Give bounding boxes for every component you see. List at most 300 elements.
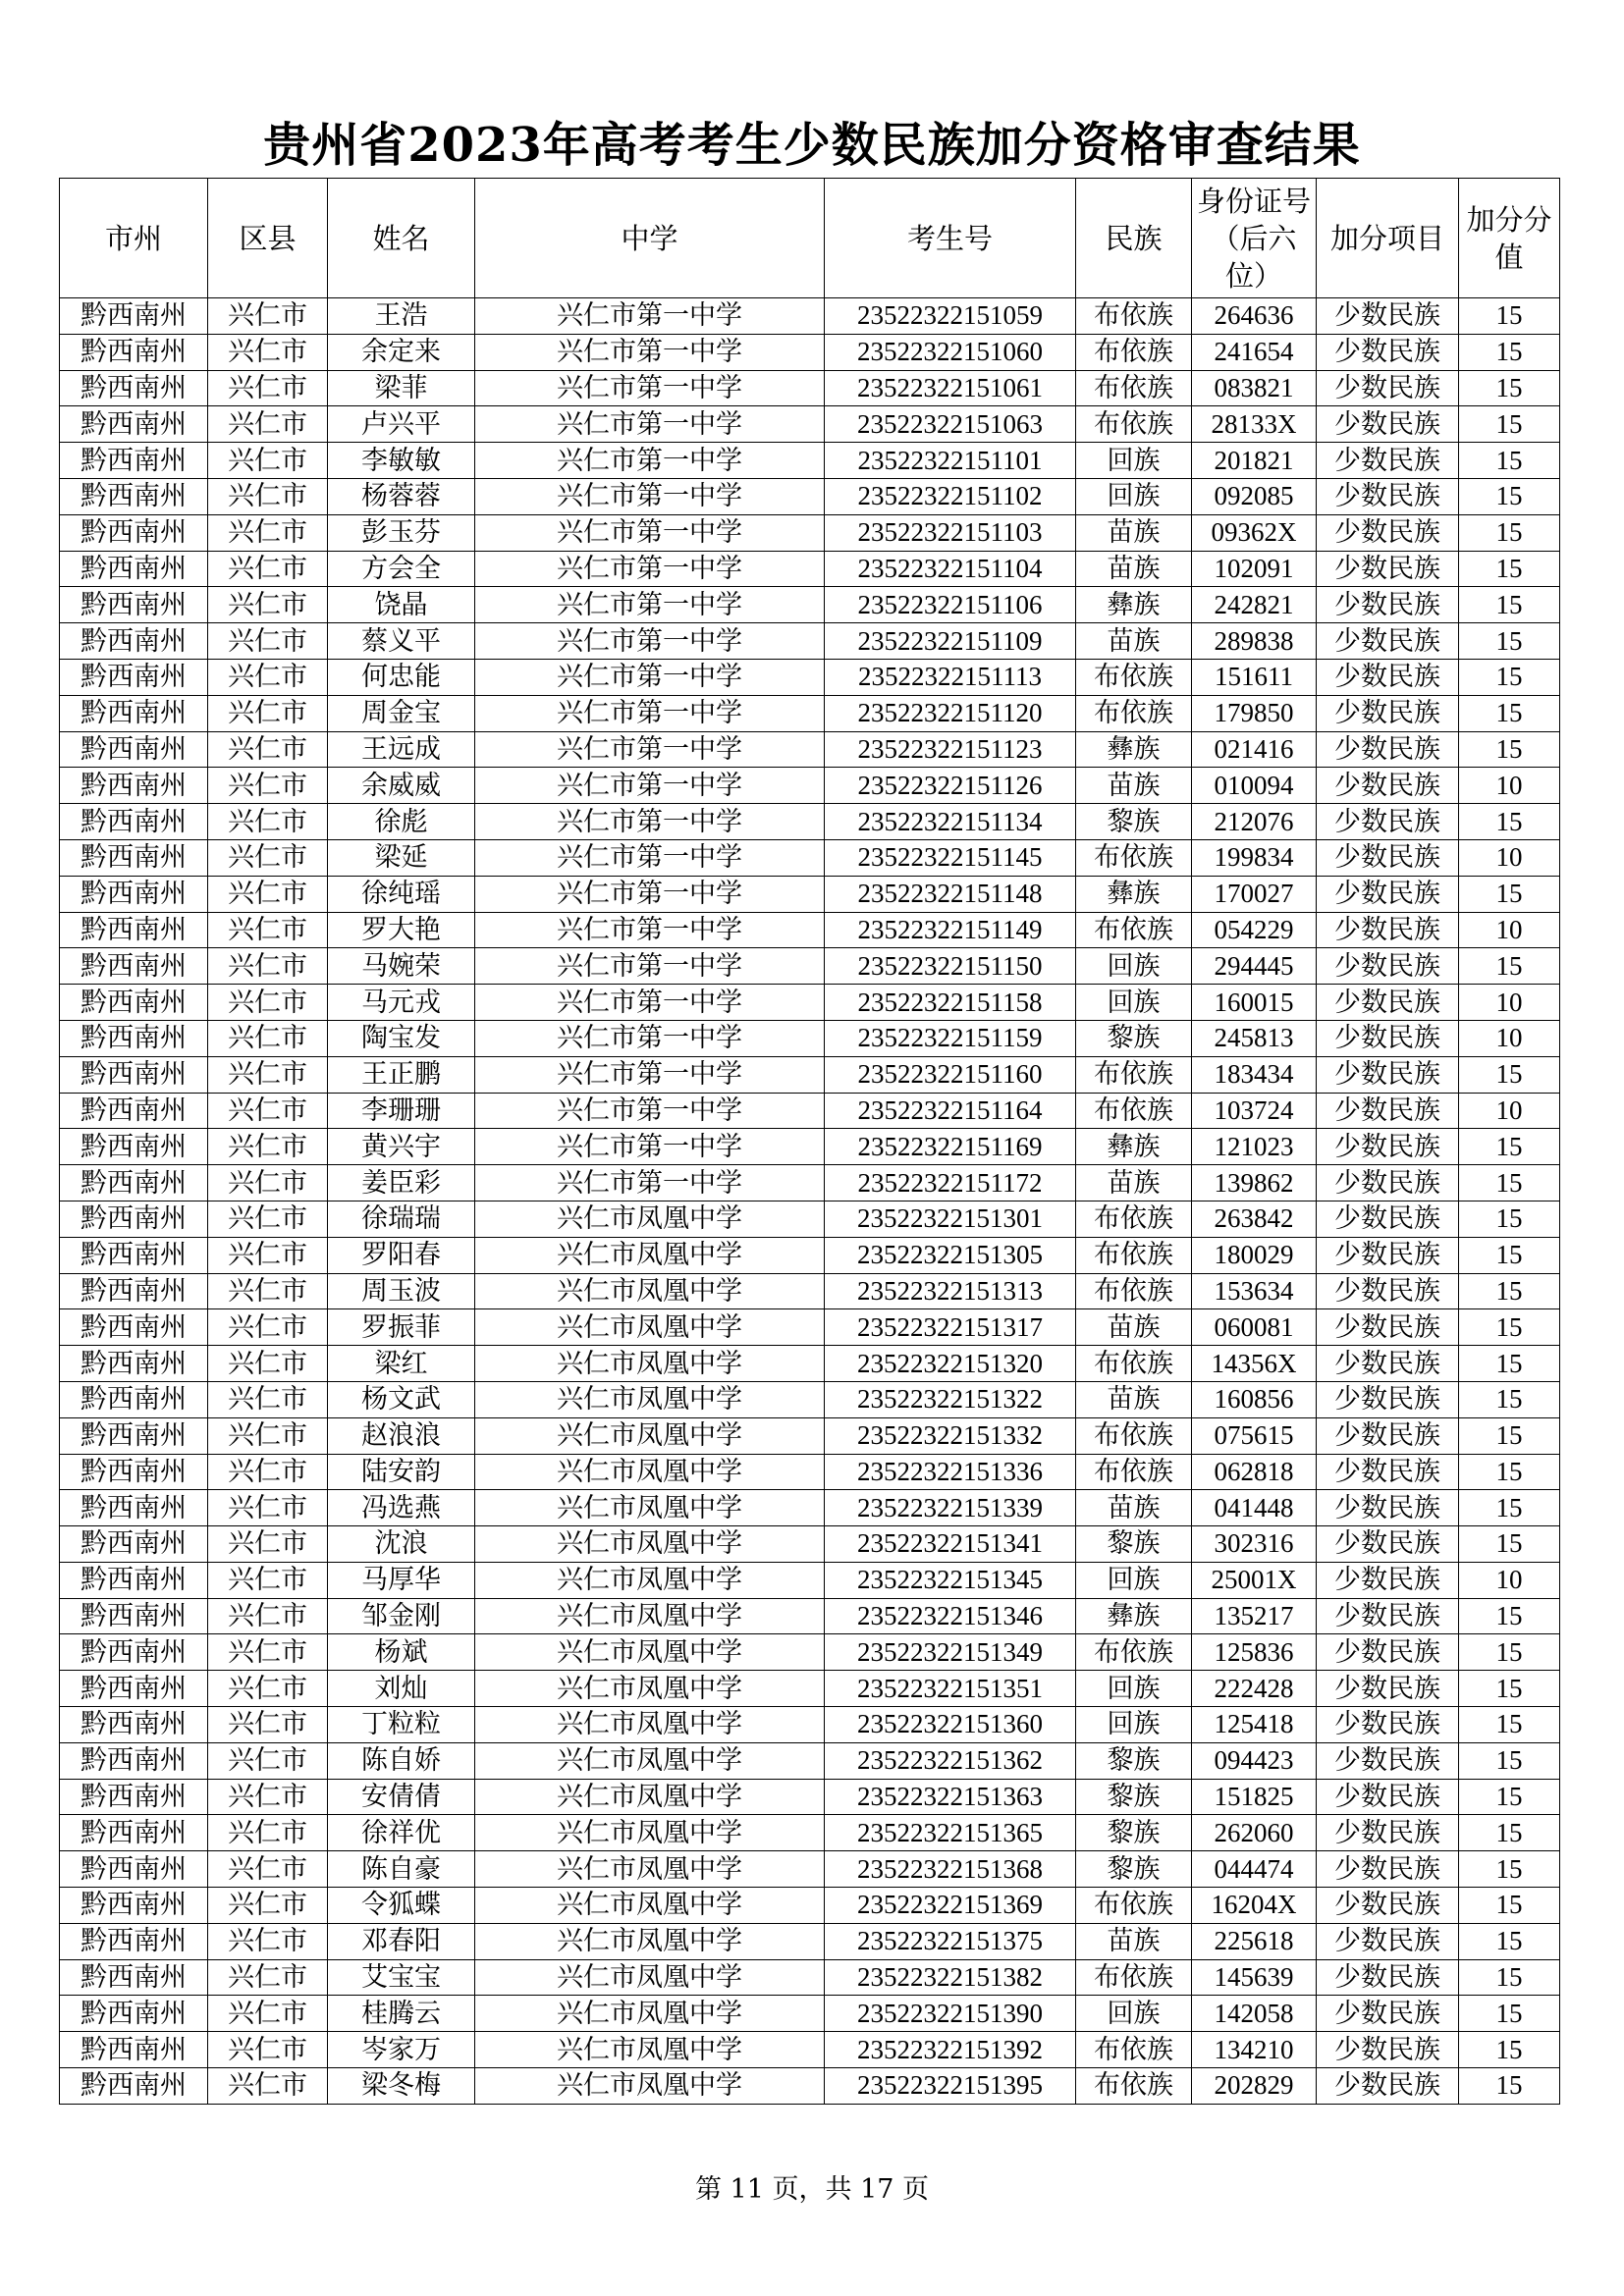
cell-city: 黔西南州 bbox=[60, 2068, 208, 2105]
cell-city: 黔西南州 bbox=[60, 1526, 208, 1563]
cell-bonus-points: 15 bbox=[1459, 1056, 1560, 1093]
cell-id-last-six: 153634 bbox=[1192, 1273, 1317, 1309]
cell-id-last-six: 021416 bbox=[1192, 731, 1317, 768]
cell-county: 兴仁市 bbox=[208, 443, 328, 479]
cell-county: 兴仁市 bbox=[208, 551, 328, 587]
cell-ethnicity: 苗族 bbox=[1076, 1309, 1192, 1346]
cell-name: 马厚华 bbox=[328, 1562, 475, 1598]
cell-ethnicity: 黎族 bbox=[1076, 1742, 1192, 1779]
cell-city: 黔西南州 bbox=[60, 1273, 208, 1309]
cell-bonus-points: 15 bbox=[1459, 804, 1560, 840]
cell-ethnicity: 布依族 bbox=[1076, 1201, 1192, 1237]
cell-bonus-points: 15 bbox=[1459, 1742, 1560, 1779]
cell-exam-number: 23522322151159 bbox=[825, 1020, 1076, 1056]
table-row bbox=[60, 804, 1560, 840]
cell-id-last-six: 294445 bbox=[1192, 948, 1317, 985]
cell-exam-number: 23522322151059 bbox=[825, 298, 1076, 335]
cell-school: 兴仁市第一中学 bbox=[475, 623, 825, 660]
cell-bonus-points: 15 bbox=[1459, 551, 1560, 587]
cell-bonus-item: 少数民族 bbox=[1317, 1273, 1459, 1309]
cell-school: 兴仁市第一中学 bbox=[475, 406, 825, 443]
cell-school: 兴仁市第一中学 bbox=[475, 985, 825, 1021]
cell-bonus-item: 少数民族 bbox=[1317, 2032, 1459, 2068]
cell-ethnicity: 布依族 bbox=[1076, 1888, 1192, 1924]
cell-city: 黔西南州 bbox=[60, 1634, 208, 1671]
table-row bbox=[60, 1742, 1560, 1779]
table-row bbox=[60, 551, 1560, 587]
cell-county: 兴仁市 bbox=[208, 587, 328, 623]
table-row bbox=[60, 1454, 1560, 1490]
cell-bonus-points: 15 bbox=[1459, 1273, 1560, 1309]
table-row bbox=[60, 839, 1560, 876]
cell-bonus-item: 少数民族 bbox=[1317, 1815, 1459, 1851]
table-row bbox=[60, 731, 1560, 768]
cell-county: 兴仁市 bbox=[208, 1671, 328, 1707]
table-row bbox=[60, 1959, 1560, 1996]
cell-county: 兴仁市 bbox=[208, 334, 328, 370]
cell-bonus-points: 15 bbox=[1459, 1454, 1560, 1490]
table-row bbox=[60, 1851, 1560, 1888]
cell-county: 兴仁市 bbox=[208, 1237, 328, 1273]
cell-bonus-item: 少数民族 bbox=[1317, 1201, 1459, 1237]
cell-bonus-item: 少数民族 bbox=[1317, 1020, 1459, 1056]
cell-county: 兴仁市 bbox=[208, 298, 328, 335]
cell-ethnicity: 苗族 bbox=[1076, 551, 1192, 587]
cell-bonus-points: 15 bbox=[1459, 1923, 1560, 1959]
cell-ethnicity: 苗族 bbox=[1076, 768, 1192, 804]
cell-city: 黔西南州 bbox=[60, 804, 208, 840]
table-row bbox=[60, 1093, 1560, 1129]
cell-name: 陈自娇 bbox=[328, 1742, 475, 1779]
cell-county: 兴仁市 bbox=[208, 406, 328, 443]
cell-id-last-six: 094423 bbox=[1192, 1742, 1317, 1779]
cell-exam-number: 23522322151345 bbox=[825, 1562, 1076, 1598]
cell-name: 周玉波 bbox=[328, 1273, 475, 1309]
cell-city: 黔西南州 bbox=[60, 1056, 208, 1093]
table-row bbox=[60, 912, 1560, 948]
cell-school: 兴仁市第一中学 bbox=[475, 478, 825, 514]
table-row bbox=[60, 298, 1560, 335]
cell-county: 兴仁市 bbox=[208, 731, 328, 768]
cell-bonus-points: 15 bbox=[1459, 1851, 1560, 1888]
table-row bbox=[60, 876, 1560, 912]
table-row bbox=[60, 1129, 1560, 1165]
cell-school: 兴仁市凤凰中学 bbox=[475, 1815, 825, 1851]
cell-ethnicity: 布依族 bbox=[1076, 370, 1192, 406]
cell-county: 兴仁市 bbox=[208, 839, 328, 876]
cell-school: 兴仁市第一中学 bbox=[475, 1093, 825, 1129]
cell-bonus-item: 少数民族 bbox=[1317, 1996, 1459, 2032]
cell-bonus-item: 少数民族 bbox=[1317, 1888, 1459, 1924]
cell-ethnicity: 布依族 bbox=[1076, 659, 1192, 695]
cell-name: 徐祥优 bbox=[328, 1815, 475, 1851]
cell-bonus-item: 少数民族 bbox=[1317, 1562, 1459, 1598]
cell-school: 兴仁市第一中学 bbox=[475, 731, 825, 768]
cell-name: 罗振菲 bbox=[328, 1309, 475, 1346]
cell-city: 黔西南州 bbox=[60, 1165, 208, 1201]
cell-id-last-six: 060081 bbox=[1192, 1309, 1317, 1346]
cell-bonus-item: 少数民族 bbox=[1317, 1598, 1459, 1634]
cell-bonus-points: 10 bbox=[1459, 912, 1560, 948]
cell-ethnicity: 布依族 bbox=[1076, 406, 1192, 443]
cell-county: 兴仁市 bbox=[208, 1346, 328, 1382]
table-row bbox=[60, 768, 1560, 804]
cell-county: 兴仁市 bbox=[208, 478, 328, 514]
cell-bonus-points: 10 bbox=[1459, 839, 1560, 876]
cell-ethnicity: 回族 bbox=[1076, 948, 1192, 985]
header-id-last-six: 身份证号（后六位） bbox=[1192, 179, 1317, 298]
cell-ethnicity: 布依族 bbox=[1076, 912, 1192, 948]
cell-name: 岑家万 bbox=[328, 2032, 475, 2068]
cell-school: 兴仁市凤凰中学 bbox=[475, 1490, 825, 1526]
cell-id-last-six: 102091 bbox=[1192, 551, 1317, 587]
cell-county: 兴仁市 bbox=[208, 1742, 328, 1779]
cell-city: 黔西南州 bbox=[60, 1562, 208, 1598]
cell-exam-number: 23522322151360 bbox=[825, 1707, 1076, 1743]
cell-bonus-item: 少数民族 bbox=[1317, 1056, 1459, 1093]
cell-bonus-points: 15 bbox=[1459, 1129, 1560, 1165]
cell-ethnicity: 苗族 bbox=[1076, 1490, 1192, 1526]
cell-name: 邓春阳 bbox=[328, 1923, 475, 1959]
cell-ethnicity: 布依族 bbox=[1076, 1959, 1192, 1996]
cell-school: 兴仁市凤凰中学 bbox=[475, 1779, 825, 1815]
cell-id-last-six: 262060 bbox=[1192, 1815, 1317, 1851]
cell-id-last-six: 28133X bbox=[1192, 406, 1317, 443]
cell-ethnicity: 黎族 bbox=[1076, 1815, 1192, 1851]
cell-city: 黔西南州 bbox=[60, 985, 208, 1021]
cell-bonus-item: 少数民族 bbox=[1317, 876, 1459, 912]
page-footer: 第 11 页，共 17 页 bbox=[694, 2174, 930, 2205]
cell-city: 黔西南州 bbox=[60, 1815, 208, 1851]
cell-exam-number: 23522322151164 bbox=[825, 1093, 1076, 1129]
cell-city: 黔西南州 bbox=[60, 514, 208, 551]
cell-bonus-points: 15 bbox=[1459, 1707, 1560, 1743]
header-exam-number: 考生号 bbox=[825, 179, 1076, 298]
cell-bonus-item: 少数民族 bbox=[1317, 587, 1459, 623]
cell-exam-number: 23522322151158 bbox=[825, 985, 1076, 1021]
cell-city: 黔西南州 bbox=[60, 695, 208, 731]
cell-name: 李敏敏 bbox=[328, 443, 475, 479]
cell-bonus-item: 少数民族 bbox=[1317, 731, 1459, 768]
cell-school: 兴仁市第一中学 bbox=[475, 912, 825, 948]
header-ethnicity: 民族 bbox=[1076, 179, 1192, 298]
cell-bonus-points: 15 bbox=[1459, 1959, 1560, 1996]
cell-school: 兴仁市凤凰中学 bbox=[475, 2032, 825, 2068]
cell-id-last-six: 25001X bbox=[1192, 1562, 1317, 1598]
cell-bonus-item: 少数民族 bbox=[1317, 1454, 1459, 1490]
cell-bonus-points: 15 bbox=[1459, 334, 1560, 370]
cell-city: 黔西南州 bbox=[60, 1417, 208, 1454]
cell-bonus-points: 10 bbox=[1459, 1020, 1560, 1056]
cell-id-last-six: 302316 bbox=[1192, 1526, 1317, 1563]
cell-city: 黔西南州 bbox=[60, 1707, 208, 1743]
cell-bonus-item: 少数民族 bbox=[1317, 478, 1459, 514]
cell-id-last-six: 125418 bbox=[1192, 1707, 1317, 1743]
cell-ethnicity: 回族 bbox=[1076, 1562, 1192, 1598]
cell-county: 兴仁市 bbox=[208, 1526, 328, 1563]
cell-name: 邹金刚 bbox=[328, 1598, 475, 1634]
cell-city: 黔西南州 bbox=[60, 587, 208, 623]
cell-bonus-points: 15 bbox=[1459, 1779, 1560, 1815]
cell-id-last-six: 199834 bbox=[1192, 839, 1317, 876]
cell-bonus-item: 少数民族 bbox=[1317, 1671, 1459, 1707]
table-row bbox=[60, 1815, 1560, 1851]
cell-city: 黔西南州 bbox=[60, 1888, 208, 1924]
cell-exam-number: 23522322151106 bbox=[825, 587, 1076, 623]
cell-name: 罗阳春 bbox=[328, 1237, 475, 1273]
cell-exam-number: 23522322151305 bbox=[825, 1237, 1076, 1273]
cell-exam-number: 23522322151362 bbox=[825, 1742, 1076, 1779]
cell-name: 王正鹏 bbox=[328, 1056, 475, 1093]
table-body bbox=[60, 298, 1560, 2105]
cell-name: 徐彪 bbox=[328, 804, 475, 840]
cell-school: 兴仁市凤凰中学 bbox=[475, 1634, 825, 1671]
cell-school: 兴仁市第一中学 bbox=[475, 1165, 825, 1201]
cell-exam-number: 23522322151126 bbox=[825, 768, 1076, 804]
cell-ethnicity: 回族 bbox=[1076, 1671, 1192, 1707]
page-title: 贵州省2023年高考考生少数民族加分资格审查结果 bbox=[263, 118, 1361, 173]
cell-school: 兴仁市第一中学 bbox=[475, 804, 825, 840]
cell-bonus-item: 少数民族 bbox=[1317, 1309, 1459, 1346]
cell-bonus-points: 15 bbox=[1459, 659, 1560, 695]
cell-id-last-six: 289838 bbox=[1192, 623, 1317, 660]
cell-city: 黔西南州 bbox=[60, 1309, 208, 1346]
cell-bonus-item: 少数民族 bbox=[1317, 370, 1459, 406]
cell-id-last-six: 054229 bbox=[1192, 912, 1317, 948]
cell-bonus-item: 少数民族 bbox=[1317, 1923, 1459, 1959]
cell-exam-number: 23522322151123 bbox=[825, 731, 1076, 768]
cell-name: 丁粒粒 bbox=[328, 1707, 475, 1743]
cell-name: 黄兴宇 bbox=[328, 1129, 475, 1165]
cell-city: 黔西南州 bbox=[60, 1346, 208, 1382]
cell-exam-number: 23522322151113 bbox=[825, 659, 1076, 695]
cell-bonus-item: 少数民族 bbox=[1317, 659, 1459, 695]
cell-school: 兴仁市第一中学 bbox=[475, 1020, 825, 1056]
table-row bbox=[60, 1165, 1560, 1201]
cell-exam-number: 23522322151375 bbox=[825, 1923, 1076, 1959]
cell-ethnicity: 布依族 bbox=[1076, 1273, 1192, 1309]
cell-id-last-six: 151825 bbox=[1192, 1779, 1317, 1815]
cell-name: 何忠能 bbox=[328, 659, 475, 695]
cell-ethnicity: 苗族 bbox=[1076, 514, 1192, 551]
cell-name: 周金宝 bbox=[328, 695, 475, 731]
cell-exam-number: 23522322151339 bbox=[825, 1490, 1076, 1526]
cell-county: 兴仁市 bbox=[208, 1309, 328, 1346]
cell-exam-number: 23522322151390 bbox=[825, 1996, 1076, 2032]
cell-id-last-six: 041448 bbox=[1192, 1490, 1317, 1526]
cell-city: 黔西南州 bbox=[60, 2032, 208, 2068]
table-row bbox=[60, 1237, 1560, 1273]
table-row bbox=[60, 1598, 1560, 1634]
cell-school: 兴仁市第一中学 bbox=[475, 695, 825, 731]
cell-bonus-item: 少数民族 bbox=[1317, 1707, 1459, 1743]
cell-exam-number: 23522322151317 bbox=[825, 1309, 1076, 1346]
cell-city: 黔西南州 bbox=[60, 1959, 208, 1996]
cell-school: 兴仁市第一中学 bbox=[475, 1129, 825, 1165]
cell-bonus-points: 15 bbox=[1459, 1634, 1560, 1671]
cell-bonus-item: 少数民族 bbox=[1317, 1851, 1459, 1888]
cell-city: 黔西南州 bbox=[60, 1093, 208, 1129]
cell-school: 兴仁市凤凰中学 bbox=[475, 1346, 825, 1382]
cell-exam-number: 23522322151365 bbox=[825, 1815, 1076, 1851]
cell-school: 兴仁市凤凰中学 bbox=[475, 1273, 825, 1309]
table-row bbox=[60, 2032, 1560, 2068]
cell-ethnicity: 黎族 bbox=[1076, 1851, 1192, 1888]
cell-county: 兴仁市 bbox=[208, 1996, 328, 2032]
cell-bonus-points: 15 bbox=[1459, 1237, 1560, 1273]
table-row bbox=[60, 1056, 1560, 1093]
cell-bonus-points: 15 bbox=[1459, 2068, 1560, 2105]
cell-name: 梁菲 bbox=[328, 370, 475, 406]
cell-id-last-six: 151611 bbox=[1192, 659, 1317, 695]
cell-bonus-points: 15 bbox=[1459, 478, 1560, 514]
cell-name: 饶晶 bbox=[328, 587, 475, 623]
cell-id-last-six: 139862 bbox=[1192, 1165, 1317, 1201]
cell-ethnicity: 彝族 bbox=[1076, 1129, 1192, 1165]
cell-county: 兴仁市 bbox=[208, 1454, 328, 1490]
cell-id-last-six: 222428 bbox=[1192, 1671, 1317, 1707]
cell-exam-number: 23522322151104 bbox=[825, 551, 1076, 587]
cell-id-last-six: 212076 bbox=[1192, 804, 1317, 840]
cell-school: 兴仁市凤凰中学 bbox=[475, 1707, 825, 1743]
cell-name: 王远成 bbox=[328, 731, 475, 768]
cell-bonus-points: 15 bbox=[1459, 1346, 1560, 1382]
cell-ethnicity: 布依族 bbox=[1076, 1346, 1192, 1382]
cell-ethnicity: 苗族 bbox=[1076, 623, 1192, 660]
table-row bbox=[60, 1562, 1560, 1598]
header-bonus-item: 加分项目 bbox=[1317, 179, 1459, 298]
cell-bonus-points: 15 bbox=[1459, 1526, 1560, 1563]
cell-bonus-points: 10 bbox=[1459, 985, 1560, 1021]
header-bonus-points: 加分分值 bbox=[1459, 179, 1560, 298]
cell-county: 兴仁市 bbox=[208, 370, 328, 406]
cell-exam-number: 23522322151392 bbox=[825, 2032, 1076, 2068]
cell-county: 兴仁市 bbox=[208, 1490, 328, 1526]
cell-city: 黔西南州 bbox=[60, 551, 208, 587]
cell-exam-number: 23522322151332 bbox=[825, 1417, 1076, 1454]
cell-ethnicity: 苗族 bbox=[1076, 1923, 1192, 1959]
cell-id-last-six: 121023 bbox=[1192, 1129, 1317, 1165]
cell-id-last-six: 044474 bbox=[1192, 1851, 1317, 1888]
cell-bonus-points: 15 bbox=[1459, 695, 1560, 731]
table-row bbox=[60, 985, 1560, 1021]
cell-city: 黔西南州 bbox=[60, 1851, 208, 1888]
cell-bonus-item: 少数民族 bbox=[1317, 1093, 1459, 1129]
cell-school: 兴仁市第一中学 bbox=[475, 298, 825, 335]
cell-county: 兴仁市 bbox=[208, 1598, 328, 1634]
cell-school: 兴仁市凤凰中学 bbox=[475, 2068, 825, 2105]
cell-name: 赵浪浪 bbox=[328, 1417, 475, 1454]
cell-exam-number: 23522322151368 bbox=[825, 1851, 1076, 1888]
cell-school: 兴仁市第一中学 bbox=[475, 587, 825, 623]
cell-exam-number: 23522322151349 bbox=[825, 1634, 1076, 1671]
cell-id-last-six: 103724 bbox=[1192, 1093, 1317, 1129]
table-row bbox=[60, 1346, 1560, 1382]
cell-county: 兴仁市 bbox=[208, 1923, 328, 1959]
cell-bonus-item: 少数民族 bbox=[1317, 1490, 1459, 1526]
table-row bbox=[60, 1417, 1560, 1454]
cell-ethnicity: 彝族 bbox=[1076, 587, 1192, 623]
cell-city: 黔西南州 bbox=[60, 1381, 208, 1417]
table-row bbox=[60, 1923, 1560, 1959]
cell-bonus-points: 15 bbox=[1459, 1309, 1560, 1346]
cell-bonus-item: 少数民族 bbox=[1317, 1526, 1459, 1563]
cell-school: 兴仁市第一中学 bbox=[475, 370, 825, 406]
cell-bonus-item: 少数民族 bbox=[1317, 1634, 1459, 1671]
cell-exam-number: 23522322151103 bbox=[825, 514, 1076, 551]
table-row bbox=[60, 2068, 1560, 2105]
cell-county: 兴仁市 bbox=[208, 1851, 328, 1888]
cell-bonus-points: 15 bbox=[1459, 298, 1560, 335]
header-county: 区县 bbox=[208, 179, 328, 298]
cell-exam-number: 23522322151351 bbox=[825, 1671, 1076, 1707]
cell-exam-number: 23522322151101 bbox=[825, 443, 1076, 479]
cell-city: 黔西南州 bbox=[60, 876, 208, 912]
cell-exam-number: 23522322151172 bbox=[825, 1165, 1076, 1201]
cell-city: 黔西南州 bbox=[60, 1490, 208, 1526]
cell-city: 黔西南州 bbox=[60, 912, 208, 948]
cell-county: 兴仁市 bbox=[208, 1959, 328, 1996]
cell-exam-number: 23522322151369 bbox=[825, 1888, 1076, 1924]
cell-bonus-points: 15 bbox=[1459, 587, 1560, 623]
cell-id-last-six: 225618 bbox=[1192, 1923, 1317, 1959]
cell-name: 安倩倩 bbox=[328, 1779, 475, 1815]
cell-bonus-item: 少数民族 bbox=[1317, 839, 1459, 876]
cell-exam-number: 23522322151060 bbox=[825, 334, 1076, 370]
cell-id-last-six: 264636 bbox=[1192, 298, 1317, 335]
cell-name: 余威威 bbox=[328, 768, 475, 804]
cell-city: 黔西南州 bbox=[60, 334, 208, 370]
cell-name: 余定来 bbox=[328, 334, 475, 370]
cell-city: 黔西南州 bbox=[60, 1129, 208, 1165]
cell-bonus-item: 少数民族 bbox=[1317, 1346, 1459, 1382]
cell-county: 兴仁市 bbox=[208, 1562, 328, 1598]
cell-bonus-item: 少数民族 bbox=[1317, 514, 1459, 551]
table-row bbox=[60, 1020, 1560, 1056]
cell-bonus-points: 15 bbox=[1459, 1490, 1560, 1526]
cell-name: 桂腾云 bbox=[328, 1996, 475, 2032]
cell-city: 黔西南州 bbox=[60, 406, 208, 443]
cell-bonus-points: 15 bbox=[1459, 1381, 1560, 1417]
cell-ethnicity: 回族 bbox=[1076, 985, 1192, 1021]
cell-city: 黔西南州 bbox=[60, 370, 208, 406]
cell-city: 黔西南州 bbox=[60, 731, 208, 768]
cell-ethnicity: 布依族 bbox=[1076, 2068, 1192, 2105]
cell-id-last-six: 092085 bbox=[1192, 478, 1317, 514]
cell-bonus-points: 15 bbox=[1459, 948, 1560, 985]
cell-county: 兴仁市 bbox=[208, 1056, 328, 1093]
cell-id-last-six: 010094 bbox=[1192, 768, 1317, 804]
cell-bonus-points: 15 bbox=[1459, 370, 1560, 406]
cell-county: 兴仁市 bbox=[208, 804, 328, 840]
cell-county: 兴仁市 bbox=[208, 659, 328, 695]
cell-exam-number: 23522322151102 bbox=[825, 478, 1076, 514]
cell-name: 梁红 bbox=[328, 1346, 475, 1382]
cell-city: 黔西南州 bbox=[60, 1454, 208, 1490]
cell-ethnicity: 彝族 bbox=[1076, 1598, 1192, 1634]
cell-id-last-six: 170027 bbox=[1192, 876, 1317, 912]
cell-bonus-points: 15 bbox=[1459, 2032, 1560, 2068]
table-row bbox=[60, 1634, 1560, 1671]
cell-bonus-item: 少数民族 bbox=[1317, 1129, 1459, 1165]
cell-school: 兴仁市第一中学 bbox=[475, 551, 825, 587]
cell-city: 黔西南州 bbox=[60, 478, 208, 514]
table-row bbox=[60, 1309, 1560, 1346]
cell-name: 马婉荣 bbox=[328, 948, 475, 985]
cell-exam-number: 23522322151169 bbox=[825, 1129, 1076, 1165]
cell-name: 彭玉芬 bbox=[328, 514, 475, 551]
cell-bonus-points: 15 bbox=[1459, 1815, 1560, 1851]
